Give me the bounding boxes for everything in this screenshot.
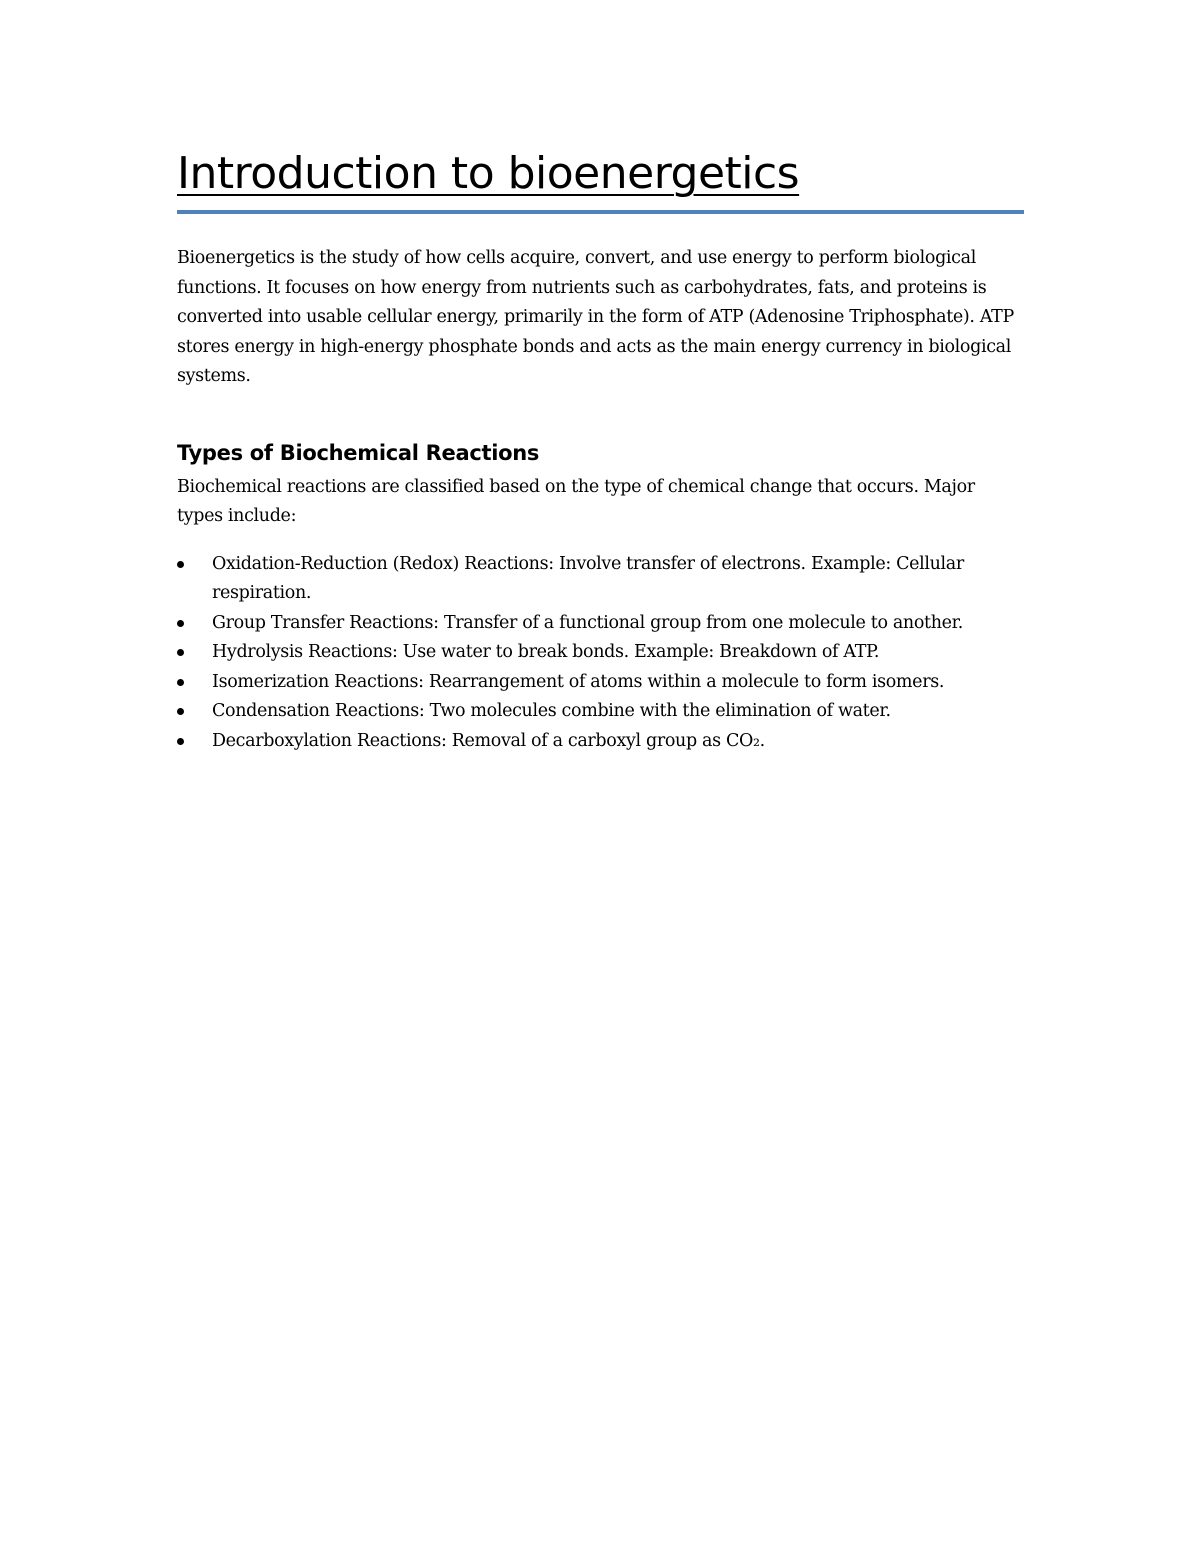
bullet-icon xyxy=(177,620,184,627)
list-item-text: Oxidation-Reduction (Redox) Reactions: Involve transfer of electrons. Example: Cellular respiration. xyxy=(212,553,964,603)
document-body xyxy=(177,140,1024,756)
title-rule xyxy=(177,210,1024,214)
list-item-text: Group Transfer Reactions: Transfer of a functional group from one molecule to another. xyxy=(212,612,963,633)
bullet-icon xyxy=(177,649,184,656)
list-item-text: Decarboxylation Reactions: Removal of a carboxyl group as CO₂. xyxy=(212,730,765,751)
section-intro-paragraph: Biochemical reactions are classified based on the type of chemical change that occurs. Major types include: xyxy=(177,476,975,526)
list-item xyxy=(177,550,1024,609)
list-item xyxy=(177,609,1024,639)
list-item xyxy=(177,668,1024,698)
bullet-icon xyxy=(177,708,184,715)
list-item-text: Isomerization Reactions: Rearrangement of atoms within a molecule to form isomers. xyxy=(212,671,945,692)
list-item xyxy=(177,727,1024,757)
list-item xyxy=(177,697,1024,727)
section-heading: Types of Biochemical Reactions xyxy=(177,440,540,465)
intro-paragraph: Bioenergetics is the study of how cells acquire, convert, and use energy to perform biological functions. It focuses on how energy from nutrients such as carbohydrates, fats, and proteins is converted into usable cellular energy, primarily in the form of ATP (Adenosine Triphosphate). ATP stores energy in high-energy phosphate bonds and acts as the main energy currency in biological systems. xyxy=(177,248,1014,386)
bullet-icon xyxy=(177,679,184,686)
document-title: Introduction to bioenergetics xyxy=(177,148,800,199)
bullet-icon xyxy=(177,561,184,568)
list-item-text: Condensation Reactions: Two molecules combine with the elimination of water. xyxy=(212,701,891,721)
list-item-text: Hydrolysis Reactions: Use water to break bonds. Example: Breakdown of ATP. xyxy=(212,642,880,662)
reaction-types-list xyxy=(177,550,1024,757)
bullet-icon xyxy=(177,738,184,745)
list-item xyxy=(177,638,1024,668)
